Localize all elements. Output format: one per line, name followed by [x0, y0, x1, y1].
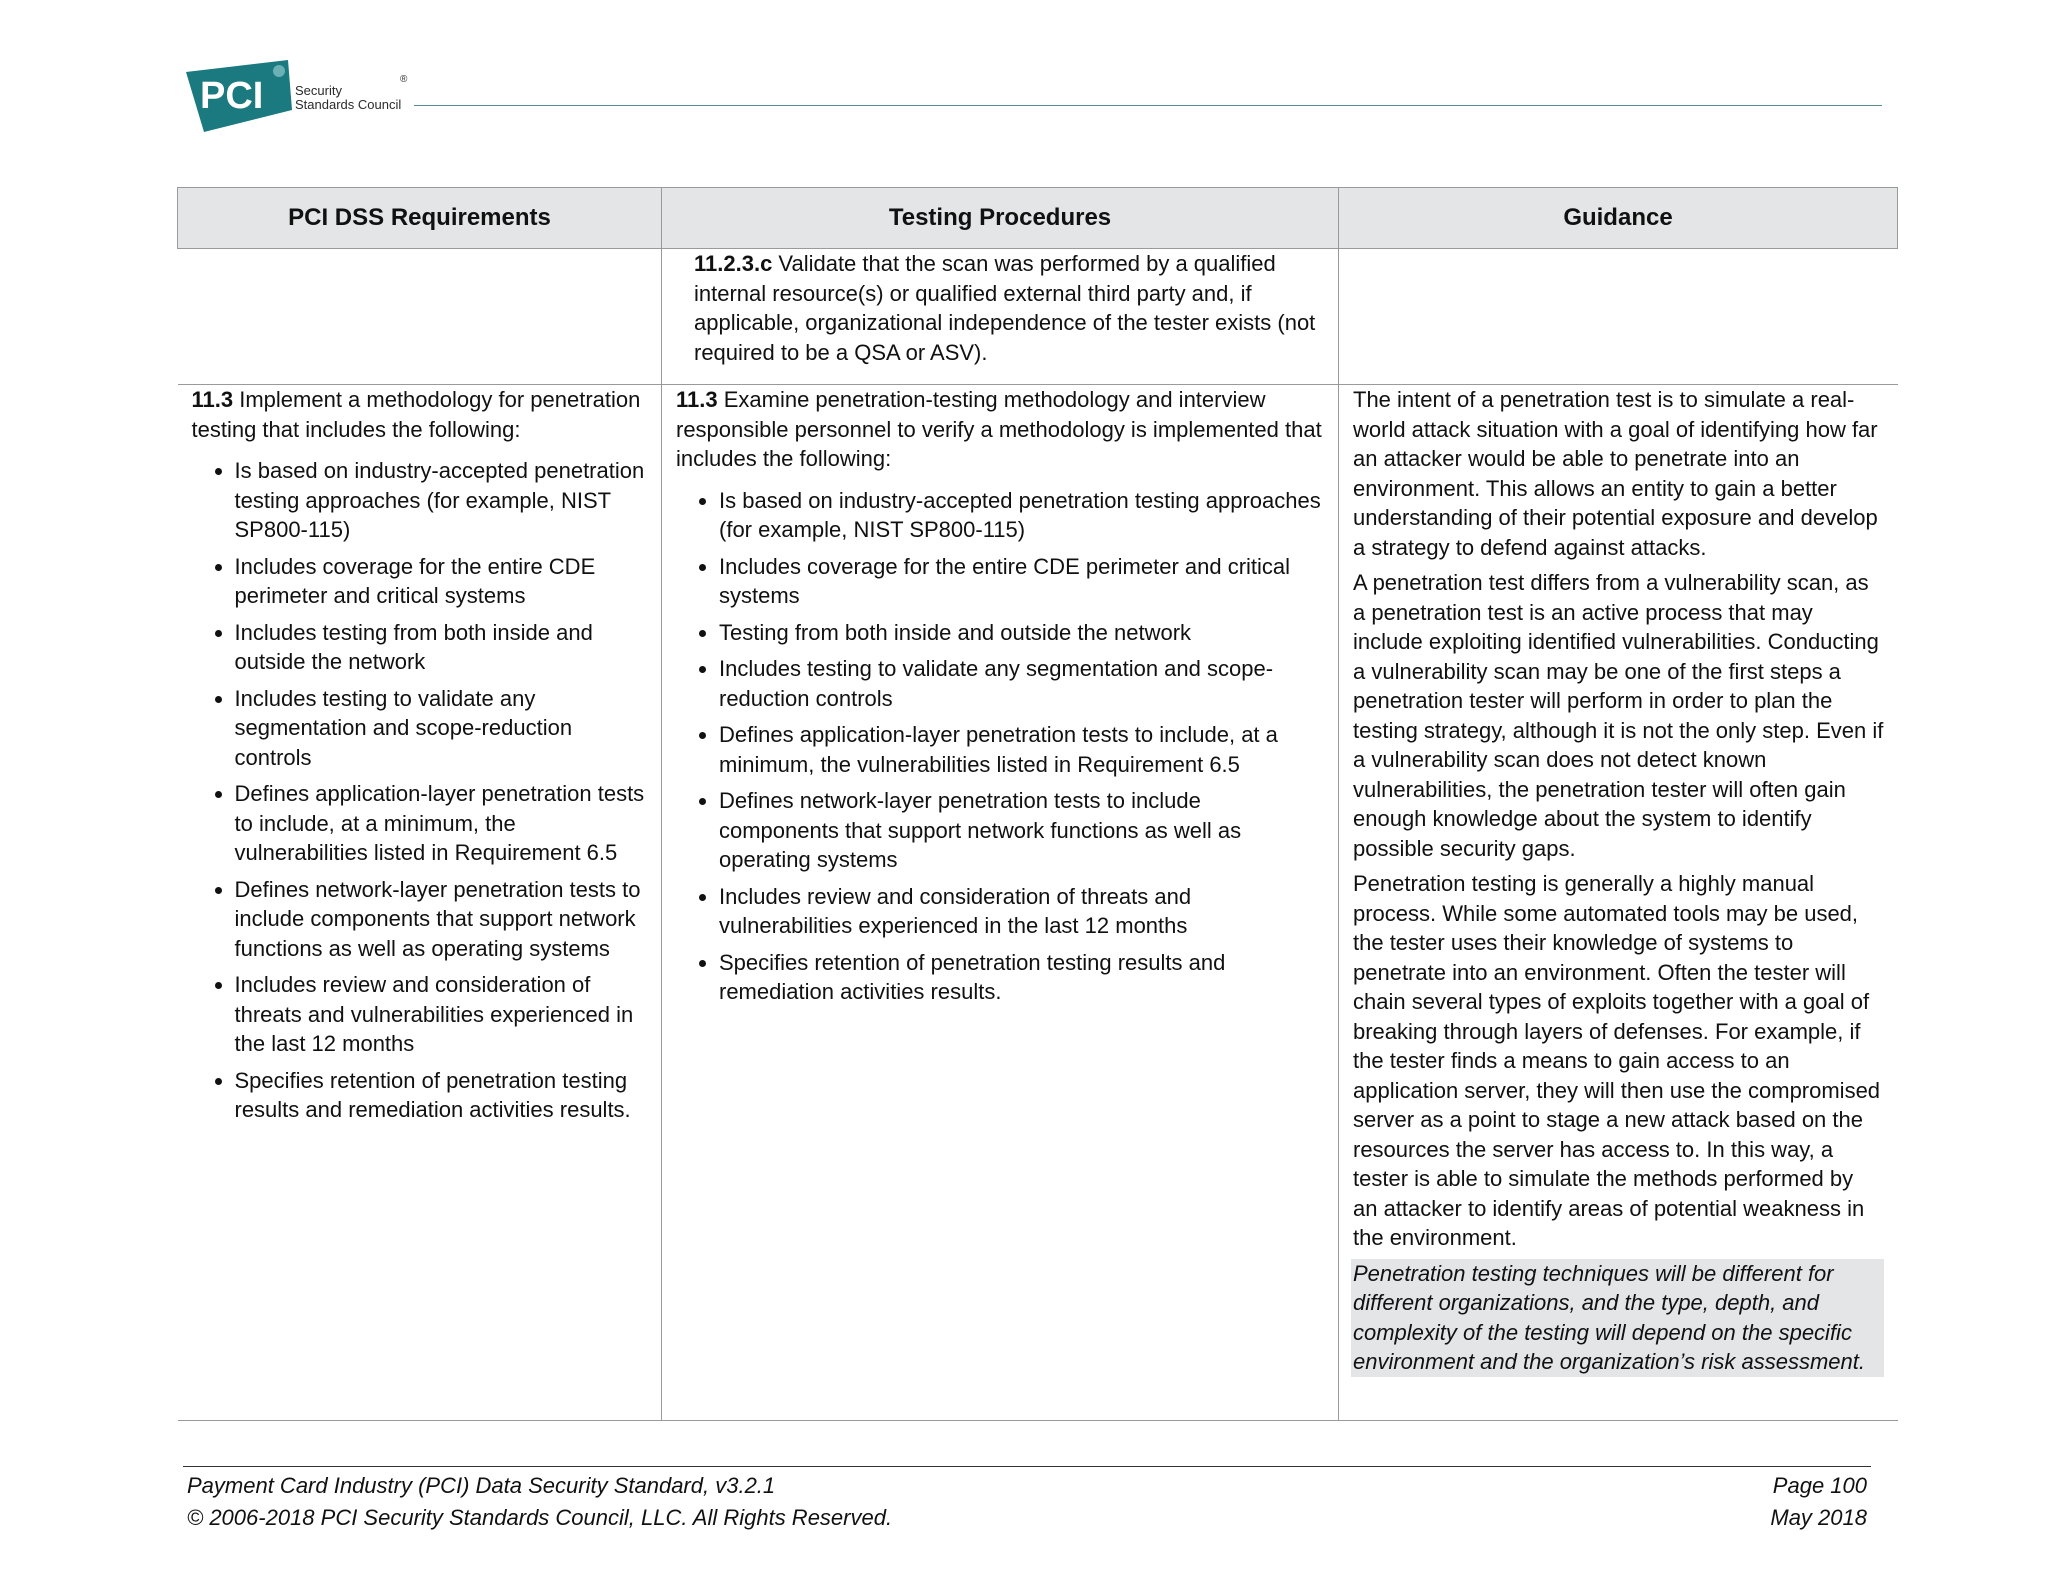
testing-procedure-id: 11.2.3.c: [694, 251, 773, 276]
list-item: • Defines network-layer penetration tests to include components that support network functions as well as operating systems: [719, 786, 1324, 875]
testing-procedure-list: [676, 486, 1324, 1007]
list-item: • Defines application-layer penetration tests to include, at a minimum, the vulnerabilities listed in Requirement 6.5: [719, 720, 1324, 779]
page-footer: [187, 1470, 1867, 1534]
guidance-note: Penetration testing techniques will be different for different organizations, and the type, depth, and complexity of the testing will depend on the specific environment and the organization’s risk assessment.: [1351, 1259, 1884, 1377]
list-item: • Is based on industry-accepted penetration testing approaches (for example, NIST SP800-115): [719, 486, 1324, 545]
table-header-row: [178, 188, 1898, 249]
list-item: • Defines application-layer penetration tests to include, at a minimum, the vulnerabilities listed in Requirement 6.5: [235, 779, 648, 868]
logo-text: [295, 84, 401, 112]
footer-date: May 2018: [1770, 1505, 1867, 1530]
guidance-paragraph: Penetration testing is generally a highly manual process. While some automated tools may be used, the tester uses their knowledge of systems to penetrate into an environment. Often the tester will chain several types of exploits together with a goal of breaking through layers of defenses. For example, if the tester finds a means to gain access to an application server, they will then use the compromised server as a point to stage a new attack based on the resources the server has access to. In this way, a tester is able to simulate the methods performed by an attacker to identify areas of potential weakness in the environment.: [1353, 871, 1881, 1250]
column-header-guidance: Guidance: [1339, 188, 1898, 249]
column-header-testing-procedures: Testing Procedures: [662, 188, 1339, 249]
list-item: • Testing from both inside and outside the network: [719, 618, 1324, 648]
logo-registered-mark: ®: [400, 74, 408, 85]
logo-line-1: Security: [295, 83, 342, 98]
guidance-cell: [1339, 385, 1898, 1421]
list-item: • Specifies retention of penetration testing results and remediation activities results.: [235, 1066, 648, 1125]
list-item: • Includes coverage for the entire CDE perimeter and critical systems: [719, 552, 1324, 611]
guidance-cell-empty: [1339, 249, 1898, 385]
requirement-list: [192, 456, 648, 1125]
list-item: • Is based on industry-accepted penetration testing approaches (for example, NIST SP800-115): [235, 456, 648, 545]
testing-procedure-cell: [662, 249, 1339, 385]
list-item: • Specifies retention of penetration testing results and remediation activities results.: [719, 948, 1324, 1007]
logo-dot: [273, 65, 285, 77]
testing-procedure-intro: [676, 385, 1324, 474]
logo-line-2: Standards Council: [295, 97, 402, 112]
requirement-id: 11.3: [191, 387, 234, 412]
list-item: • Defines network-layer penetration tests to include components that support network functions as well as operating systems: [235, 875, 648, 964]
footer-page-number: Page 100: [1772, 1473, 1867, 1498]
footer-right: [1770, 1470, 1867, 1534]
requirement-cell-empty: [178, 249, 662, 385]
list-item: • Includes review and consideration of threats and vulnerabilities experienced in the last 12 months: [719, 882, 1324, 941]
header-rule: [414, 105, 1882, 106]
list-item: • Includes coverage for the entire CDE perimeter and critical systems: [235, 552, 648, 611]
testing-procedure-11-2-3-c: [676, 249, 1324, 367]
list-item: • Includes testing to validate any segmentation and scope-reduction controls: [719, 654, 1324, 713]
table-row: [178, 385, 1898, 1421]
requirement-text: Implement a methodology for penetration testing that includes the following:: [191, 387, 641, 442]
requirement-intro: [192, 385, 648, 444]
testing-procedure-id: 11.3: [676, 387, 718, 412]
guidance-paragraph: The intent of a penetration test is to simulate a real-world attack situation with a goal of identifying how far an attacker would be able to penetrate into an environment. This allows an entity to gain a better understanding of their potential exposure and develop a strategy to defend against attacks.: [1353, 387, 1878, 560]
table-row: [178, 249, 1898, 385]
list-item: • Includes testing to validate any segmentation and scope-reduction controls: [235, 684, 648, 773]
logo-mark: PCI: [200, 75, 264, 117]
column-header-requirements: PCI DSS Requirements: [178, 188, 662, 249]
testing-procedure-text: Examine penetration-testing methodology and interview responsible personnel to verify a methodology is implemented that includes the following:: [676, 387, 1322, 471]
list-item: • Includes review and consideration of threats and vulnerabilities experienced in the last 12 months: [235, 970, 648, 1059]
guidance-paragraph: A penetration test differs from a vulnerability scan, as a penetration test is an active process that may include exploiting identified vulnerabilities. Conducting a vulnerability scan may be one of the first steps a penetration tester will perform in order to plan the testing strategy, although it is not the only step. Even if a vulnerability scan does not detect known vulnerabilities, the penetration tester will often gain enough knowledge about the system to identify possible security gaps.: [1353, 570, 1884, 861]
footer-rule: [183, 1466, 1871, 1467]
footer-doc-title: Payment Card Industry (PCI) Data Security Standard, v3.2.1: [187, 1473, 776, 1498]
testing-procedure-cell: [662, 385, 1339, 1421]
list-item: • Includes testing from both inside and outside the network: [235, 618, 648, 677]
testing-procedure-text: Validate that the scan was performed by a qualified internal resource(s) or qualified external third party and, if applicable, organizational independence of the tester exists (not required to be a QSA or ASV).: [694, 251, 1316, 365]
requirements-table: [177, 187, 1898, 1421]
requirement-cell: [178, 385, 662, 1421]
footer-copyright: © 2006-2018 PCI Security Standards Council, LLC. All Rights Reserved.: [187, 1505, 893, 1530]
